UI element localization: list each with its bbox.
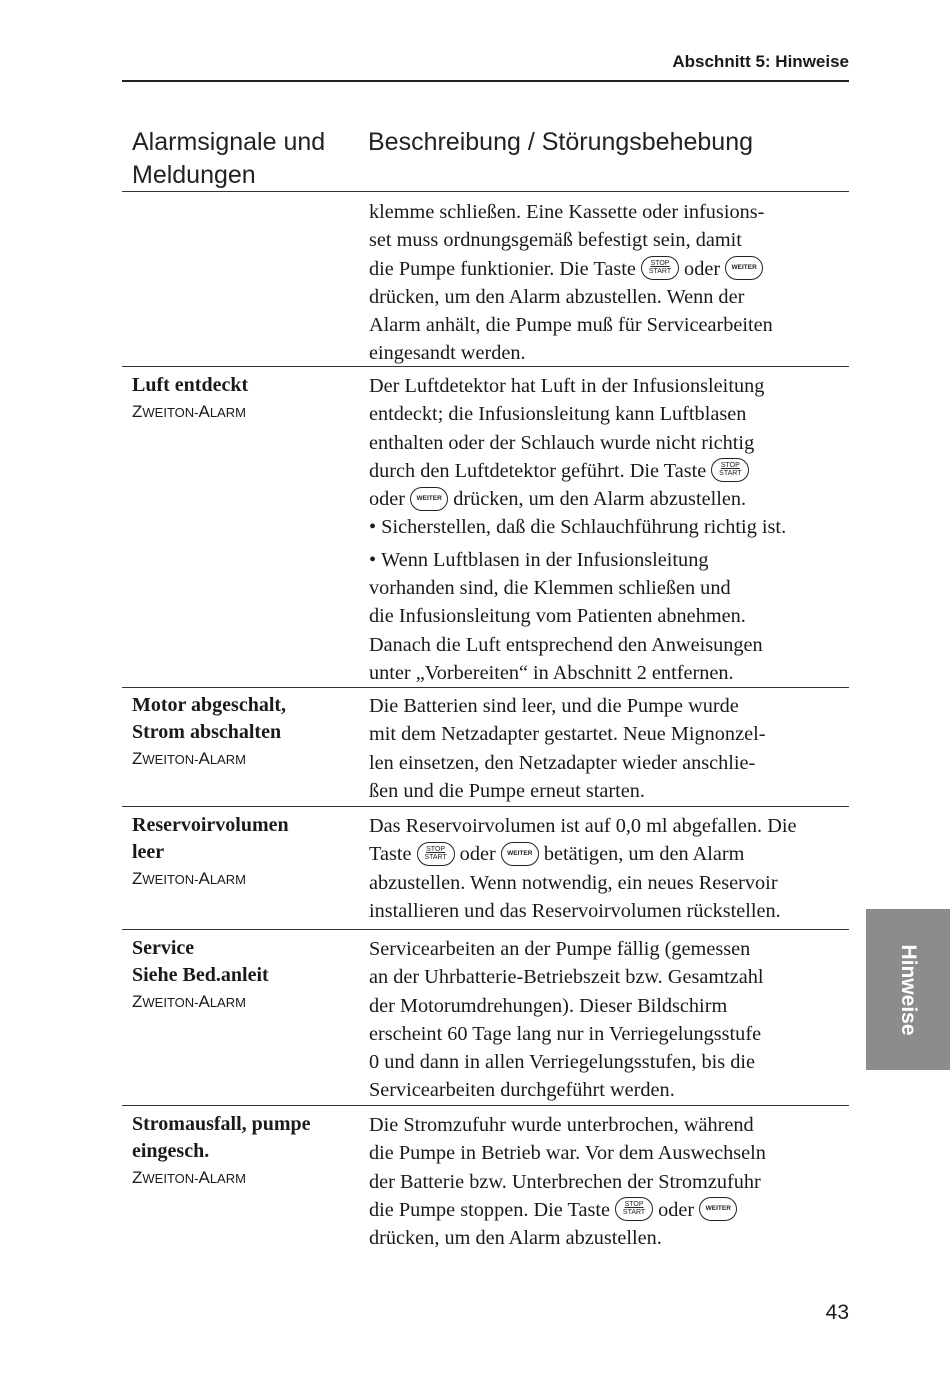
weiter-key-icon: WEITER: [501, 842, 539, 866]
desc-line: unter „Vorbereiten“ in Abschnitt 2 entfernen.: [369, 661, 734, 684]
row-stromausfall-description: [369, 1111, 849, 1252]
desc-line: abzustellen. Wenn notwendig, ein neues Reservoir: [369, 871, 778, 894]
desc-line: an der Uhrbatterie-Betriebszeit bzw. Gesamtzahl: [369, 966, 764, 989]
weiter-key-icon: WEITER: [410, 487, 448, 511]
alarm-type: ZWEITON-ALARM: [132, 1168, 246, 1187]
alarm-type: ZWEITON-ALARM: [132, 749, 246, 768]
row-continuation-description: [369, 198, 849, 368]
alarm-title: Service: [132, 937, 195, 959]
desc-line: Servicearbeiten an der Pumpe fällig (gemessen: [369, 938, 751, 960]
desc-line: Die Stromzufuhr wurde unterbrochen, während: [369, 1114, 754, 1136]
row-reservoirvolumen-description: [369, 812, 849, 925]
alarm-title: Luft entdeckt: [132, 374, 249, 396]
desc-line: Alarm anhält, die Pumpe muß für Servicearbeiten: [369, 314, 773, 337]
table-header-rule: [122, 191, 849, 192]
alarm-title: Reservoirvolumen: [132, 814, 289, 836]
desc-line: die Pumpe stoppen. Die Taste STOP START oder WEITER: [369, 1196, 849, 1224]
desc-line: Das Reservoirvolumen ist auf 0,0 ml abgefallen. Die: [369, 815, 797, 837]
page-number: 43: [825, 1301, 849, 1324]
desc-line: 0 und dann in allen Verriegelungsstufen, bis die: [369, 1051, 756, 1074]
alarm-type: ZWEITON-ALARM: [132, 869, 246, 888]
desc-line: der Batterie bzw. Unterbrechen der Stromzufuhr: [369, 1170, 761, 1193]
desc-line: die Infusionsleitung vom Patienten abnehmen.: [369, 605, 746, 628]
header-rule: [122, 80, 849, 82]
section-tab: [866, 909, 950, 1070]
desc-line: drücken, um den Alarm abzustellen. Wenn der: [369, 285, 745, 308]
alarm-title: Strom abschalten: [132, 721, 282, 743]
desc-line: len einsetzen, den Netzadapter wieder anschlie-: [369, 751, 756, 774]
row-divider: [122, 806, 849, 807]
alarm-title: Siehe Bed.anleit: [132, 964, 269, 986]
stop-start-key-icon: STOP START: [417, 842, 455, 866]
alarm-type: ZWEITON-ALARM: [132, 992, 246, 1011]
desc-line: Danach die Luft entsprechend den Anweisungen: [369, 633, 763, 656]
desc-line: der Motorumdrehungen). Dieser Bildschirm: [369, 994, 728, 1017]
column-header-description: Beschreibung / Störungsbehebung: [368, 128, 754, 156]
desc-line: Der Luftdetektor hat Luft in der Infusionsleitung: [369, 375, 765, 397]
desc-line: die Pumpe funktionier. Die Taste STOP START oder WEITER: [369, 255, 849, 283]
row-divider: [122, 366, 849, 367]
desc-line: eingesandt werden.: [369, 342, 526, 365]
desc-line: mit dem Netzadapter gestartet. Neue Mignonzel-: [369, 723, 766, 746]
desc-line: die Pumpe in Betrieb war. Vor dem Auswechseln: [369, 1142, 766, 1165]
stop-start-key-icon: STOP START: [641, 256, 679, 280]
running-head: Abschnitt 5: Hinweise: [672, 52, 849, 71]
row-divider: [122, 929, 849, 930]
row-luft-entdeckt-label: [132, 372, 357, 426]
desc-line: oder WEITER drücken, um den Alarm abzustellen.: [369, 488, 747, 511]
alarm-title: leer: [132, 841, 165, 863]
stop-start-key-icon: STOP START: [711, 458, 749, 482]
desc-line: drücken, um den Alarm abzustellen.: [369, 1227, 662, 1250]
stop-start-key-icon: STOP START: [615, 1197, 653, 1221]
alarm-title: Stromausfall, pumpe: [132, 1113, 311, 1135]
row-divider: [122, 1105, 849, 1106]
row-stromausfall-label: [132, 1111, 357, 1192]
section-tab-label: Hinweise: [897, 943, 920, 1036]
desc-line: ßen und die Pumpe erneut starten.: [369, 779, 645, 802]
bullet-item: • Wenn Luftblasen in der Infusionsleitung: [369, 548, 709, 571]
row-service-description: [369, 935, 849, 1105]
desc-line: Die Batterien sind leer, und die Pumpe wurde: [369, 695, 739, 717]
row-motor-abgeschalt-label: [132, 692, 357, 773]
column-header-alarm: Alarmsignale und Meldungen: [132, 128, 326, 189]
desc-line: set muss ordnungsgemäß befestigt sein, damit: [369, 229, 742, 252]
alarm-title: eingesch.: [132, 1140, 210, 1162]
alarm-type: ZWEITON-ALARM: [132, 402, 246, 421]
row-motor-abgeschalt-description: [369, 692, 849, 805]
desc-line: erscheint 60 Tage lang nur in Verriegelungsstufe: [369, 1022, 762, 1045]
row-reservoirvolumen-label: [132, 812, 357, 893]
alarm-title: Motor abgeschalt,: [132, 694, 287, 716]
desc-line: installieren und das Reservoirvolumen rückstellen.: [369, 899, 781, 922]
weiter-key-icon: WEITER: [699, 1197, 737, 1221]
desc-line: Taste STOP START oder WEITER betätigen, um den Alarm: [369, 843, 745, 866]
desc-line: vorhanden sind, die Klemmen schließen und: [369, 577, 731, 600]
row-divider: [122, 687, 849, 688]
desc-line: klemme schließen. Eine Kassette oder infusions-: [369, 201, 765, 223]
desc-line: Servicearbeiten durchgeführt werden.: [369, 1079, 675, 1102]
desc-line: enthalten oder der Schlauch wurde nicht richtig: [369, 431, 755, 454]
desc-line: entdeckt; die Infusionsleitung kann Luftblasen: [369, 403, 747, 426]
bullet-item: • Sicherstellen, daß die Schlauchführung richtig ist.: [369, 516, 787, 539]
weiter-key-icon: WEITER: [725, 256, 763, 280]
desc-line: durch den Luftdetektor geführt. Die Taste STOP START: [369, 457, 849, 485]
row-service-label: [132, 935, 357, 1016]
row-luft-entdeckt-description: [369, 372, 849, 687]
